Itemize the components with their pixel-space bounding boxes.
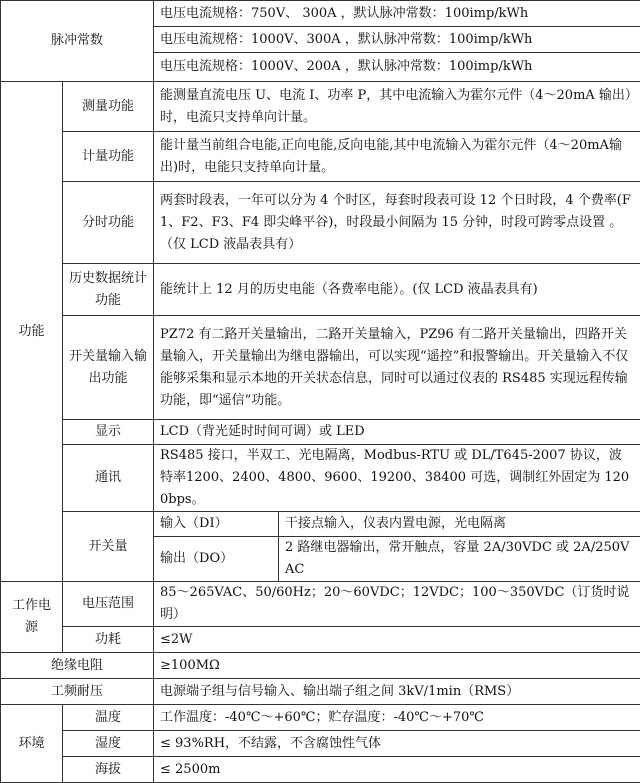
environment-label: 环境 (1, 705, 63, 783)
insulation-text: ≥100MΩ (154, 653, 640, 679)
humidity-text: ≤ 93%RH，不结露，不含腐蚀性气体 (154, 731, 640, 757)
table-row (1, 445, 640, 512)
table-row (1, 316, 640, 420)
display-text: LCD（背光延时时间可调）或 LED (154, 420, 640, 445)
pulse-spec-3: 电压电流规格：1000V、200A ，默认脉冲常数：100imp/kWh (154, 53, 640, 82)
table-row (1, 582, 640, 627)
temperature-text: 工作温度：-40℃～+60℃；贮存温度：-40℃～+70℃ (154, 705, 640, 731)
comm-text: RS485 接口，半双工、光电隔离，Modbus-RTU 或 DL/T645-2007 协议，波特率1200、2400、4800、9600、19200、38400 可选，调制红外固定为 1200bps。 (154, 445, 640, 512)
withstand-text: 电源端子组与信号输入、输出端子组之间 3kV/1min（RMS） (154, 679, 640, 705)
pulse-spec-1: 电压电流规格：750V、 300A ，默认脉冲常数：100imp/kWh (154, 1, 640, 27)
altitude-text: ≤ 2500m (154, 757, 640, 783)
table-row (1, 420, 640, 445)
table-row (1, 653, 640, 679)
humidity-label: 湿度 (63, 731, 154, 757)
switch-output-label: 输出（DO） (154, 537, 279, 582)
altitude-label: 海拔 (63, 757, 154, 783)
table-row (1, 679, 640, 705)
table-row (1, 132, 640, 182)
table-row (1, 705, 640, 731)
switch-input-text: 干接点输入，仪表内置电源，光电隔离 (279, 512, 640, 537)
switch-input-label: 输入（DI） (154, 512, 279, 537)
insulation-label: 绝缘电阻 (1, 653, 154, 679)
tou-text: 两套时段表，一年可以分为 4 个时区，每套时段表可设 12 个日时段，4 个费率(F1、F2、F3、F4 即尖峰平谷)，时段最小间隔为 15 分钟，时段可跨零点设置 。（仅 LCD 液晶表具有） (154, 182, 640, 264)
function-label: 功能 (1, 82, 63, 582)
table-row (1, 627, 640, 653)
consumption-text: ≤2W (154, 627, 640, 653)
table-row (1, 757, 640, 783)
switch-io-text: PZ72 有二路开关量输出，二路开关量输入，PZ96 有二路开关量输出，四路开关量输入，开关量输出为继电器输出，可以实现“遥控”和报警输出。开关量输入不仅能够采集和显示本地的开关状态信息，同时可以通过仪表的 RS485 实现远程传输功能，即“遥信”功能。 (154, 316, 640, 420)
power-label: 工作电源 (1, 582, 63, 653)
switch-output-text: 2 路继电器输出，常开触点，容量 2A/30VDC 或 2A/250VAC (279, 537, 640, 582)
temperature-label: 温度 (63, 705, 154, 731)
switch-io-label: 开关量输入输出功能 (63, 316, 154, 420)
withstand-label: 工频耐压 (1, 679, 154, 705)
metering-text: 能计量当前组合电能,正向电能,反向电能,其中电流输入为霍尔元件（4～20mA输出)时，电能只支持单向计量。 (154, 132, 640, 182)
voltage-range-text: 85～265VAC、50/60Hz；20～60VDC；12VDC；100～350VDC（订货时说明） (154, 582, 640, 627)
switch-label: 开关量 (63, 512, 154, 582)
measure-label: 测量功能 (63, 82, 154, 132)
tou-label: 分时功能 (63, 182, 154, 264)
history-label: 历史数据统计功能 (63, 264, 154, 316)
voltage-range-label: 电压范围 (63, 582, 154, 627)
table-row (1, 731, 640, 757)
history-text: 能统计上 12 月的历史电能（各费率电能）。(仅 LCD 液晶表具有) (154, 264, 640, 316)
display-label: 显示 (63, 420, 154, 445)
table-row (1, 512, 640, 537)
metering-label: 计量功能 (63, 132, 154, 182)
consumption-label: 功耗 (63, 627, 154, 653)
pulse-spec-2: 电压电流规格：1000V、300A ，默认脉冲常数：100imp/kWh (154, 27, 640, 53)
table-row (1, 82, 640, 132)
table-row (1, 1, 640, 27)
table-row (1, 182, 640, 264)
table-row (1, 264, 640, 316)
measure-text: 能测量直流电压 U、电流 I、功率 P，其中电流输入为霍尔元件（4～20mA 输出）时，电流只支持单向计量。 (154, 82, 640, 132)
comm-label: 通讯 (63, 445, 154, 512)
pulse-constant-label: 脉冲常数 (1, 1, 154, 82)
